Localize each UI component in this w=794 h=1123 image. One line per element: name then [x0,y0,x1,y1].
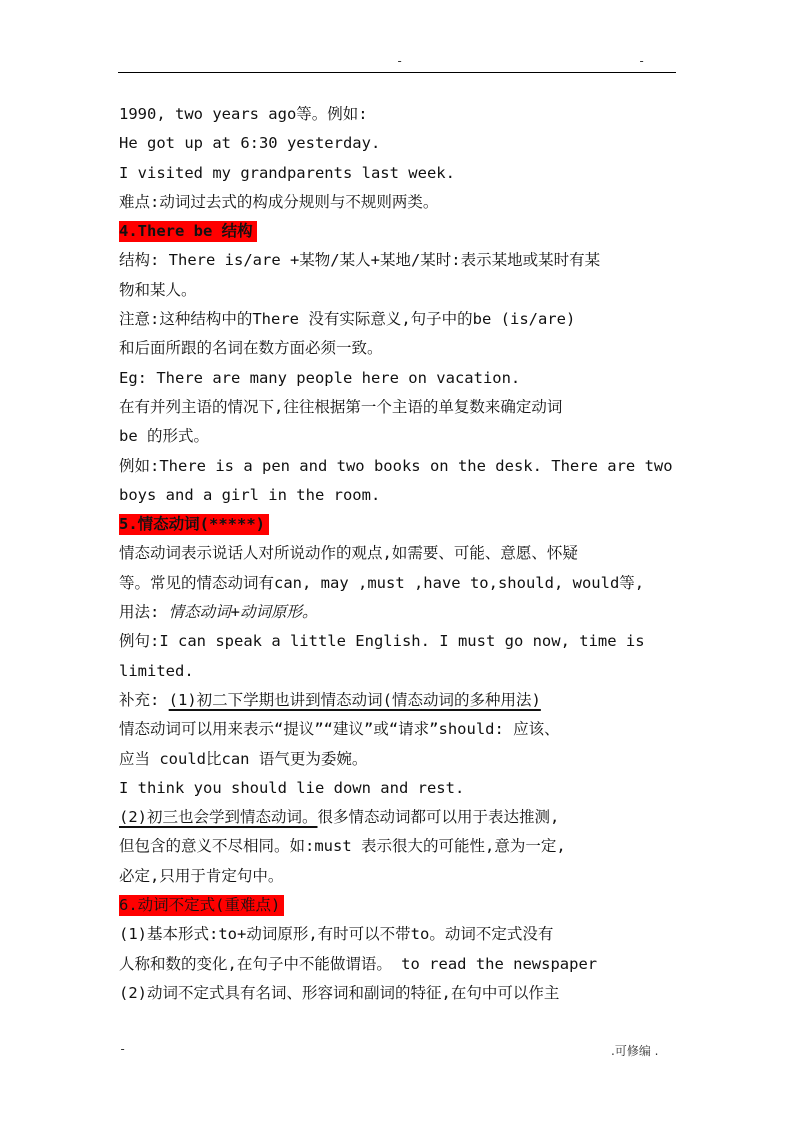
text-line: Eg: There are many people here on vacation. [119,368,521,387]
text-line: 等。常见的情态动词有can, may ,must ,have to,should, would等, [119,573,645,592]
section-heading-infinitive: 6.动词不定式(重难点) [119,891,694,920]
footer-mark-left: - [119,1042,127,1056]
text-line: I visited my grandparents last week. [119,163,455,182]
supplement-line: 补充: (1)初二下学期也讲到情态动词(情态动词的多种用法) [119,690,541,709]
text-line: 1990, two years ago等。例如: [119,105,368,123]
text-line: limited. [119,661,194,680]
text-line: 情态动词表示说话人对所说动作的观点,如需要、可能、意愿、怀疑 [119,544,578,563]
text-line: 但包含的意义不尽相同。如:must 表示很大的可能性,意为一定, [119,837,566,856]
text-line: 例如:There is a pen and two books on the desk. There are two [119,456,673,475]
text-line: be 的形式。 [119,427,209,446]
header-mark-right: - [638,54,646,68]
section-heading-modal-verbs: 5.情态动词(*****) [119,510,694,539]
supplement-underlined: (1)初二下学期也讲到情态动词(情态动词的多种用法) [168,690,541,709]
section-heading-there-be: 4.There be 结构 [119,217,694,246]
usage-line: 用法: 情态动词+动词原形。 [119,603,318,622]
text-line: 应当 could比can 语气更为委婉。 [119,749,368,768]
text-line: (1)基本形式:to+动词原形,有时可以不带to。动词不定式没有 [119,925,554,944]
footer-editable-note: .可修编 . [611,1044,659,1058]
document-body [119,100,694,1008]
text-line: 注意:这种结构中的There 没有实际意义,句子中的be (is/are) [119,310,576,329]
text-line: 和后面所跟的名词在数方面必须一致。 [119,339,383,358]
header-rule [118,72,676,73]
usage-example: 情态动词+动词原形。 [168,603,318,622]
header-mark-left: - [396,54,404,68]
text-line: 人称和数的变化,在句子中不能做谓语。 to read the newspaper [119,954,598,973]
text-line: 结构: There is/are +某物/某人+某地/某时:表示某地或某时有某 [119,251,601,270]
text-line: 在有并列主语的情况下,往往根据第一个主语的单复数来确定动词 [119,397,563,416]
text-line: He got up at 6:30 yesterday. [119,134,381,153]
text-line: boys and a girl in the room. [119,485,381,504]
supplement-underlined-2: (2)初三也会学到情态动词。 [119,808,318,827]
text-line: (2)动词不定式具有名词、形容词和副词的特征,在句中可以作主 [119,983,560,1002]
supplement-line-2: (2)初三也会学到情态动词。很多情态动词都可以用于表达推测, [119,808,560,827]
text-line: I think you should lie down and rest. [119,778,465,797]
text-line: 情态动词可以用来表示“提议”“建议”或“请求”should: 应该、 [119,720,560,739]
text-line: 例句:I can speak a little English. I must go now, time is [119,632,645,651]
text-line: 物和某人。 [119,280,197,299]
text-line: 难点:动词过去式的构成分规则与不规则两类。 [119,192,439,211]
text-line: 必定,只用于肯定句中。 [119,866,284,885]
